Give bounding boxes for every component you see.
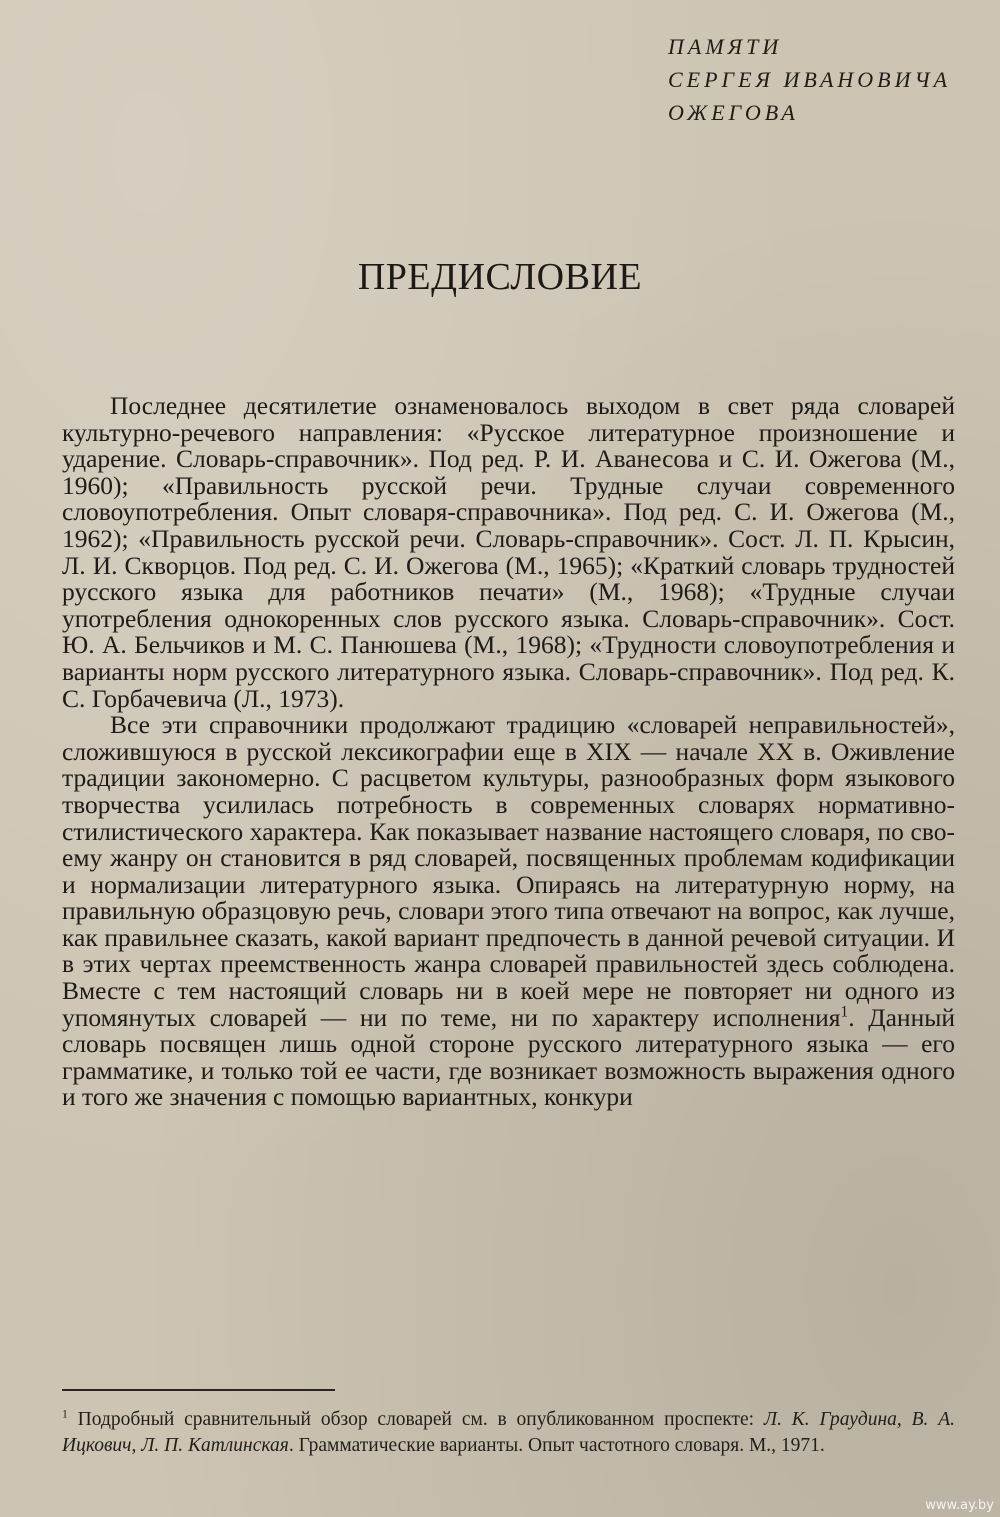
paragraph-2-text-b: . Данный словарь посвящен лишь одной стороне русского литературного языка — его грамматике, и только той ее части, где возникает возможность выражения одного и того же значения с помощью вариантных, конкури [62,1002,955,1112]
chapter-heading: ПРЕДИСЛОВИЕ [357,256,643,298]
paragraph-2-text-a: Все эти справочники продолжают традицию «словарей неправильностей», сложившуюся в русской лексикографии еще в XIX — начале XX в. Оживление традиции закономерно. С расцветом культуры, разнообразных форм языкового творчества усилилась потребность в современных словарях нормативно-стилистического характера. Как показывает название настоящего словаря, по своему жанру он становится в ряд словарей, посвященных проблемам кодификации и нормализации литературного языка. Опираясь на литературную норму, на правильную образцовую речь, словари этого типа отвечают на вопрос, как лучше, как правильнее сказать, какой вариант предпочесть в данной речевой ситуации. И в этих чертах преемственность жанра словарей правильностей здесь соблюдена. Вместе с тем настоящий словарь ни в коей мере не повторяет ни одного из упомянутых словарей — ни по теме, ни по характеру исполнения [62,710,955,1032]
footnote-reference[interactable]: 1 [840,1003,849,1021]
footnote [62,1407,955,1459]
dedication [668,30,951,129]
paragraph-1: Последнее десятилетие ознаменовалось выходом в свет ряда словарей культурно-речевого направления: «Русское литературное произношение и ударение. Словарь-справочник». Под ред. Р. И. Аванесова и С. И. Ожегова (М., 1960); «Правильность русской речи. Трудные случаи современного словоупотребления. Опыт словаря-справочника». Под ред. С. И. Ожегова (М., 1962); «Правильность русской речи. Словарь-справочник». Сост. Л. П. Крысин, Л. И. Скворцов. Под ред. С. И. Ожегова (М., 1965); «Краткий словарь трудностей русского языка для работников печати» (М., 1968); «Трудные случаи употребления однокоренных слов русского языка. Словарь-справочник». Сост. Ю. А. Бельчиков и М. С. Панюшева (М., 1968); «Трудности словоупотребления и варианты норм русского литературного языка. Словарь-справочник». Под ред. К. С. Горбачевича (Л., 1973). [62,391,955,713]
dedication-line-3: ОЖЕГОВА [668,100,799,125]
footnote-text-b: . Грамматические варианты. Опыт частотного словаря. М., 1971. [288,1435,825,1456]
footnote-text-a: Подробный сравнительный обзор словарей см. в опубликованном проспекте: [67,1409,764,1430]
dedication-line-1: ПАМЯТИ [668,34,783,59]
dedication-line-2: СЕРГЕЯ ИВАНОВИЧА [668,67,952,92]
footnote-authors: Л. К. Граудина, В. А. Ицкович, Л. П. Катлинская [62,1409,955,1456]
body-text [62,393,955,1111]
footnote-divider [62,1389,335,1391]
footnote-number: 1 [62,1407,68,1421]
watermark: www.ay.by [925,1498,994,1513]
paragraph-2 [62,712,955,1111]
